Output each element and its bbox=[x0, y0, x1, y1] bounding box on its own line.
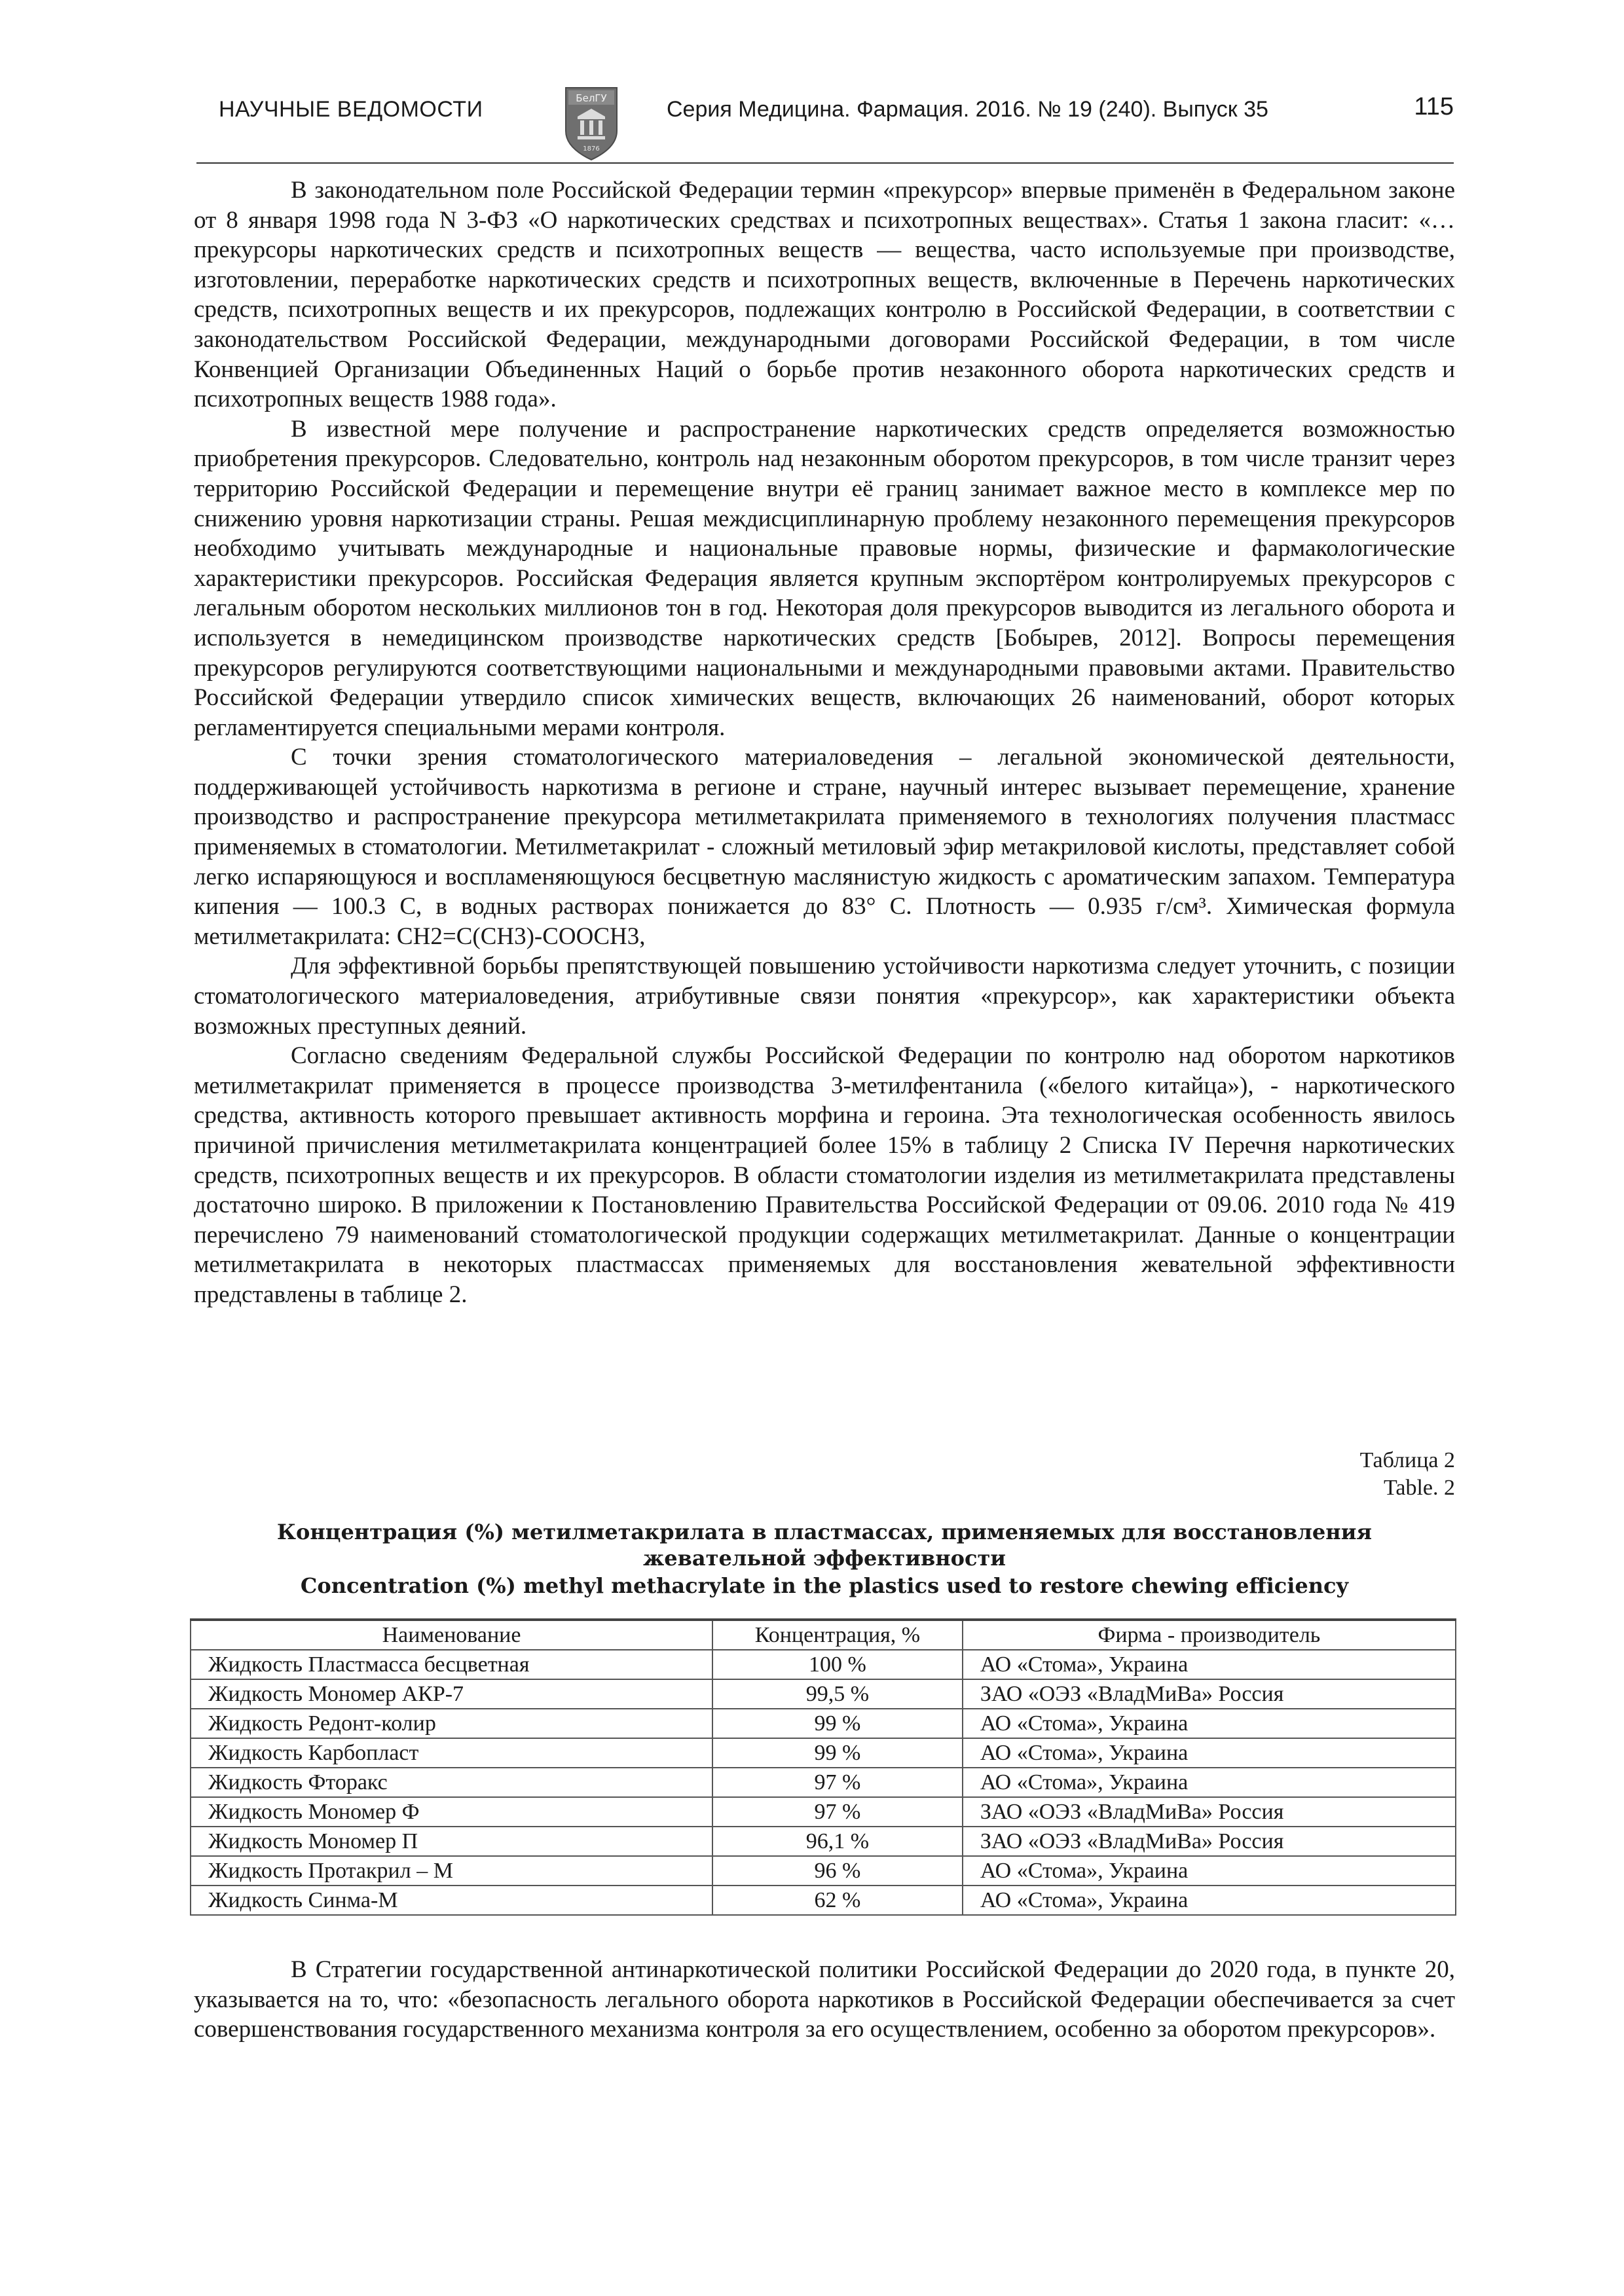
table-row bbox=[191, 1738, 1456, 1768]
table-title-en: Concentration (%) methyl methacrylate in the plastics used to restore chewing efficiency bbox=[300, 1573, 1349, 1598]
header-divider bbox=[196, 162, 1454, 164]
paragraph: Согласно сведениям Федеральной службы Российской Федерации по контролю над оборотом наркотиков метилметакрилат применяется в процессе производства 3-метилфентанила («белого китайца»), - наркотического средства, активность которого превышает активность морфина и героина. Эта технологическая особенность явилось причиной причисления метилметакрилата концентрацией более 15% в таблицу 2 Списка IV Перечня наркотических средств, психотропных веществ и их прекурсоров. В области стоматологии изделия из метилметакрилата представлены достаточно широко. В приложении к Постановлению Правительства Российской Федерации от 09.06. 2010 года № 419 перечислено 79 наименований стоматологической продукции содержащих метилметакрилат. Данные о концентрации метилметакрилата в некоторых пластмассах применяемых для восстановления жевательной эффективности представлены в таблице 2. bbox=[194, 1042, 1455, 1308]
table-cell-concentration: 99 % bbox=[712, 1709, 963, 1738]
table-cell-concentration: 99 % bbox=[712, 1738, 963, 1768]
table-cell-name: Жидкость Мономер Ф bbox=[191, 1797, 712, 1827]
table-cell-manufacturer: АО «Стома», Украина bbox=[963, 1768, 1456, 1797]
table-cell-name: Жидкость Редонт-колир bbox=[191, 1709, 712, 1738]
logo-year: 1876 bbox=[583, 145, 600, 153]
table-cell-concentration: 97 % bbox=[712, 1768, 963, 1797]
table-row bbox=[191, 1709, 1456, 1738]
closing-section bbox=[194, 1955, 1455, 2045]
table-cell-manufacturer: АО «Стома», Украина bbox=[963, 1886, 1456, 1915]
table-cell-name: Жидкость Мономер АКР-7 bbox=[191, 1679, 712, 1709]
page-number: 115 bbox=[1414, 93, 1454, 120]
column-header: Фирма - производитель bbox=[963, 1620, 1456, 1650]
table-header-row bbox=[191, 1620, 1456, 1650]
table-cell-name: Жидкость Протакрил – М bbox=[191, 1856, 712, 1886]
university-logo bbox=[563, 85, 619, 161]
table-cell-manufacturer: ЗАО «ОЭЗ «ВладМиВа» Россия bbox=[963, 1827, 1456, 1856]
shield-emblem-icon bbox=[563, 85, 619, 161]
table-cell-concentration: 96 % bbox=[712, 1856, 963, 1886]
article-body bbox=[194, 175, 1455, 1310]
table-cell-name: Жидкость Пластмасса бесцветная bbox=[191, 1650, 712, 1679]
column-header: Наименование bbox=[191, 1620, 712, 1650]
table-cell-manufacturer: АО «Стома», Украина bbox=[963, 1709, 1456, 1738]
table-row bbox=[191, 1856, 1456, 1886]
concentration-table bbox=[190, 1618, 1456, 1916]
table-row bbox=[191, 1650, 1456, 1679]
logo-text: БелГУ bbox=[576, 92, 607, 104]
table-cell-name: Жидкость Карбопласт bbox=[191, 1738, 712, 1768]
table-cell-concentration: 100 % bbox=[712, 1650, 963, 1679]
table-label-en: Table. 2 bbox=[1383, 1476, 1455, 1500]
paragraph: В законодательном поле Российской Федерации термин «прекурсор» впервые применён в Федеральном законе от 8 января 1998 года N 3-ФЗ «О наркотических средствах и психотропных веществах». Статья 1 закона гласит: «…прекурсоры наркотических средств и психотропных веществ — вещества, часто используемые при производстве, изготовлении, переработке наркотических средств и психотропных веществ, включенные в Перечень наркотических средств, психотропных веществ и их прекурсоров, подлежащих контролю в Российской Федерации, в соответствии с законодательством Российской Федерации, международными договорами Российской Федерации, в том числе Конвенцией Организации Объединенных Наций о борьбе против незаконного оборота наркотических средств и психотропных веществ 1988 года». bbox=[194, 177, 1455, 413]
page-header bbox=[196, 85, 1454, 157]
table-label-ru: Таблица 2 bbox=[1359, 1448, 1455, 1472]
series-info: Серия Медицина. Фармация. 2016. № 19 (240). Выпуск 35 bbox=[667, 97, 1268, 122]
table-row bbox=[191, 1827, 1456, 1856]
paragraph: В известной мере получение и распространение наркотических средств определяется возможностью приобретения прекурсоров. Следовательно, контроль над незаконным оборотом прекурсоров, в том числе транзит через территорию Российской Федерации и перемещение внутри её границ занимает важное место в комплексе мер по снижению уровня наркотизации страны. Решая междисциплинарную проблему незаконного перемещения прекурсоров необходимо учитывать международные и национальные правовые нормы, физические и фармакологические характеристики прекурсоров. Российская Федерация является крупным экспортёром контролируемых прекурсоров с легальным оборотом нескольких миллионов тон в год. Некоторая доля прекурсоров выводится из легального оборота и используется в немедицинском производстве наркотических средств [Бобырев, 2012]. Вопросы перемещения прекурсоров регулируются соответствующими национальными и международными правовыми актами. Правительство Российской Федерации утвердило список химических веществ, включающих 26 наименований, оборот которых регламентируется специальными мерами контроля. bbox=[194, 415, 1455, 741]
table-cell-manufacturer: ЗАО «ОЭЗ «ВладМиВа» Россия bbox=[963, 1797, 1456, 1827]
table-title-ru: Концентрация (%) метилметакрилата в пластмассах, применяемых для восстановления жевательной эффективности bbox=[276, 1520, 1373, 1571]
table-row bbox=[191, 1797, 1456, 1827]
table-cell-manufacturer: АО «Стома», Украина bbox=[963, 1650, 1456, 1679]
table-cell-concentration: 62 % bbox=[712, 1886, 963, 1915]
journal-title: НАУЧНЫЕ ВЕДОМОСТИ bbox=[219, 97, 483, 122]
table-cell-concentration: 99,5 % bbox=[712, 1679, 963, 1709]
table-row bbox=[191, 1679, 1456, 1709]
table-row bbox=[191, 1886, 1456, 1915]
table-cell-manufacturer: ЗАО «ОЭЗ «ВладМиВа» Россия bbox=[963, 1679, 1456, 1709]
table-cell-concentration: 96,1 % bbox=[712, 1827, 963, 1856]
table-cell-manufacturer: АО «Стома», Украина bbox=[963, 1738, 1456, 1768]
table-cell-name: Жидкость Синма-М bbox=[191, 1886, 712, 1915]
column-header: Концентрация, % bbox=[712, 1620, 963, 1650]
table-cell-name: Жидкость Мономер П bbox=[191, 1827, 712, 1856]
table-cell-concentration: 97 % bbox=[712, 1797, 963, 1827]
table-cell-manufacturer: АО «Стома», Украина bbox=[963, 1856, 1456, 1886]
paragraph: Для эффективной борьбы препятствующей повышению устойчивости наркотизма следует уточнить, с позиции стоматологического материаловедения, атрибутивные связи понятия «прекурсор», как характеристики объекта возможных преступных деяний. bbox=[194, 953, 1455, 1040]
paragraph: С точки зрения стоматологического материаловедения – легальной экономической деятельности, поддерживающей устойчивость наркотизма в регионе и стране, научный интерес вызывает перемещение, хранение производство и распространение прекурсора метилметакрилата применяемого в технологиях получения пластмасс применяемых в стоматологии. Метилметакрилат - сложный метиловый эфир метакриловой кислоты, представляет собой легко испаряющуюся и воспламеняющуюся бесцветную маслянистую жидкость с ароматическим запахом. Температура кипения — 100.3 С, в водных растворах понижается до 83° С. Плотность — 0.935 г/см³. Химическая формула метилметакрилата: CH2=C(CH3)-COOCH3, bbox=[194, 744, 1455, 950]
paragraph: В Стратегии государственной антинаркотической политики Российской Федерации до 2020 года, в пункте 20, указывается на то, что: «безопасность легального оборота наркотиков в Российской Федерации обеспечивается за счет совершенствования государственного механизма контроля за его осуществлением, особенно за оборотом прекурсоров». bbox=[194, 1956, 1455, 2043]
table-cell-name: Жидкость Фторакс bbox=[191, 1768, 712, 1797]
table-row bbox=[191, 1768, 1456, 1797]
